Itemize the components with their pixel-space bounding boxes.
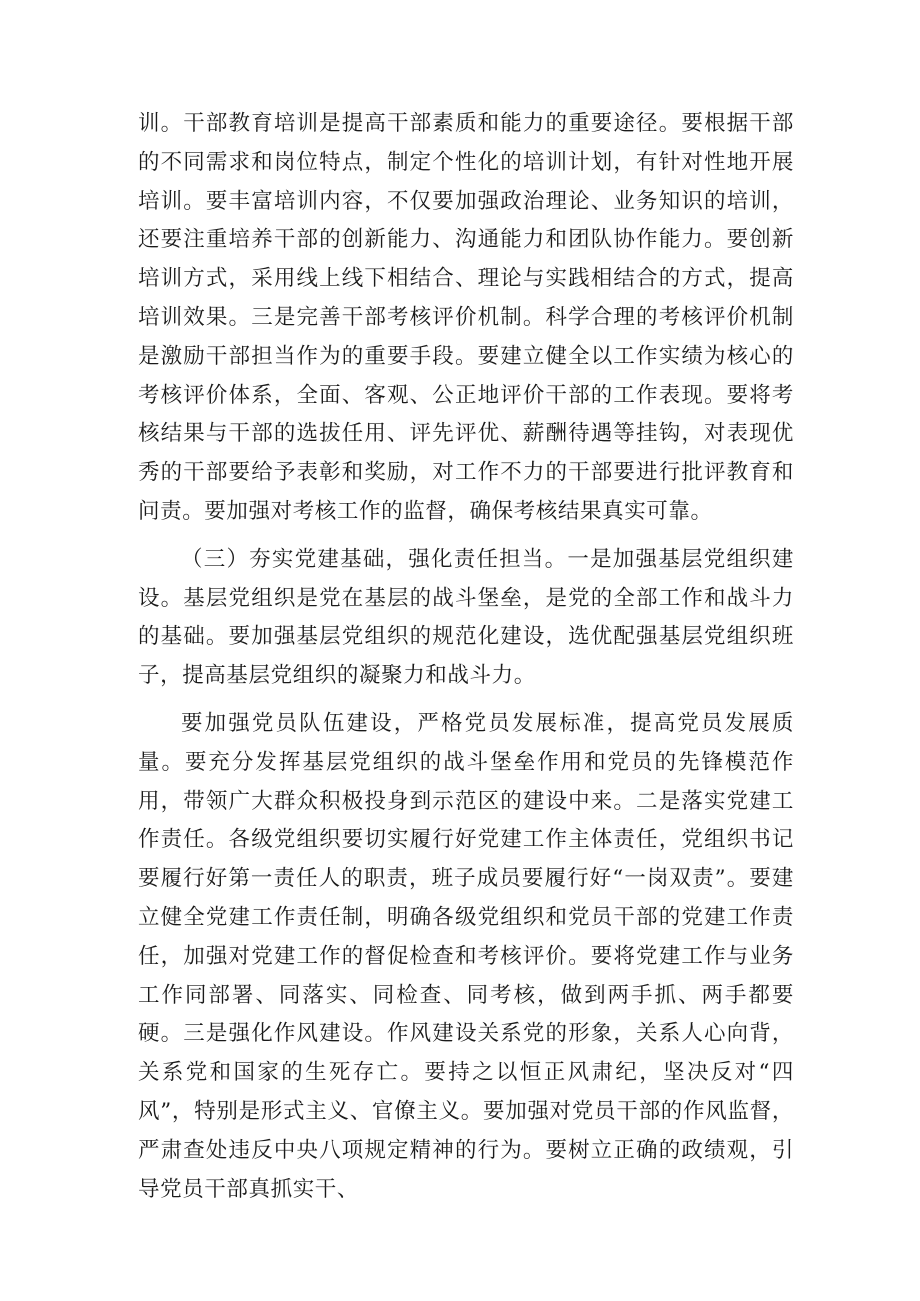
paragraph-cadre-training: 训。干部教育培训是提高干部素质和能力的重要途径。要根据干部的不同需求和岗位特点，制定个性化的培训计划，有针对性地开展培训。要丰富培训内容，不仅要加强政治理论、业务知识的培训，还要注重培养干部的创新能力、沟通能力和团队协作能力。要创新培训方式，采用线上线下相结合、理论与实践相结合的方式，提高培训效果。三是完善干部考核评价机制。科学合理的考核评价机制是激励干部担当作为的重要手段。要建立健全以工作实绩为核心的考核评价体系，全面、客观、公正地评价干部的工作表现。要将考核结果与干部的选拔任用、评先评优、薪酬待遇等挂钩，对表现优秀的干部要给予表彰和奖励，对工作不力的干部要进行批评教育和问责。要加强对考核工作的监督，确保考核结果真实可靠。: [138, 111, 794, 524]
paragraph-party-foundation: （三）夯实党建基础，强化责任担当。一是加强基层党组织建设。基层党组织是党在基层的战斗堡垒，是党的全部工作和战斗力的基础。要加强基层党组织的规范化建设，选优配强基层党组织班子，提高基层党组织的凝聚力和战斗力。: [138, 546, 794, 689]
paragraph-party-members: 要加强党员队伍建设，严格党员发展标准，提高党员发展质量。要充分发挥基层党组织的战斗堡垒作用和党员的先锋模范作用，带领广大群众积极投身到示范区的建设中来。二是落实党建工作责任。各级党组织要切实履行好党建工作主体责任，党组织书记要履行好第一责任人的职责，班子成员要履行好“一岗双责”。要建立健全党建工作责任制，明确各级党组织和党员干部的党建工作责任，加强对党建工作的督促检查和考核评价。要将党建工作与业务工作同部署、同落实、同检查、同考核，做到两手抓、两手都要硬。三是强化作风建设。作风建设关系党的形象，关系人心向背，关系党和国家的生死存亡。要持之以恒正风肃纪，坚决反对“四风”，特别是形式主义、官僚主义。要加强对党员干部的作风监督，严肃查处违反中央八项规定精神的行为。要树立正确的政绩观，引导党员干部真抓实干、: [138, 710, 794, 1202]
document-body: [138, 105, 794, 1209]
